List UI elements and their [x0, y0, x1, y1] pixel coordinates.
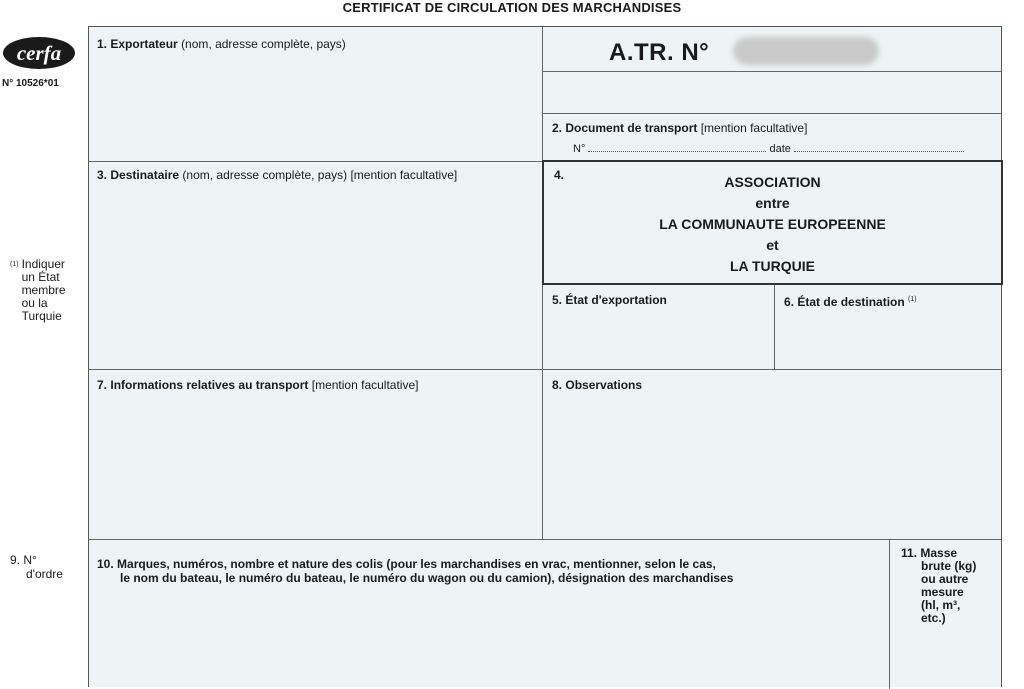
document-title: CERTIFICAT DE CIRCULATION DES MARCHANDISES [342, 0, 682, 15]
side-note-marker: (1) [10, 261, 19, 268]
form-grid [88, 26, 1002, 687]
box11-label: 11. Masse brute (kg) ou autre mesure (hl, m³, etc.) [901, 546, 977, 625]
box10-label: 10. Marques, numéros, nombre et nature des colis (pour les marchandises en vrac, mentionner, selon le cas, le nom du bateau, le numéro du bateau, le numéro du wagon ou du camion), désignation des marchandises [97, 557, 734, 585]
box7-label: 7. Informations relatives au transport [mention facultative] [97, 378, 419, 392]
side-note-line: un État [21, 270, 60, 284]
box3-label: 3. Destinataire (nom, adresse complète, pays) [mention facultative] [97, 168, 458, 182]
transport-doc-no-label: N° [573, 143, 586, 155]
box9-label: 9. N° d'ordre [10, 553, 63, 581]
association-line: LA TURQUIE [729, 258, 816, 274]
cerfa-logo [2, 36, 78, 70]
association-line: entre [755, 195, 790, 211]
box5-label: 5. État d'exportation [552, 293, 667, 307]
transport-doc-no-field[interactable] [588, 141, 766, 152]
side-note-line: membre [21, 283, 66, 297]
transport-doc-date-field[interactable] [794, 141, 964, 152]
side-note-line: ou la [21, 296, 48, 310]
association-line: et [766, 237, 779, 253]
association-line: ASSOCIATION [724, 174, 821, 190]
box4-association: 4. ASSOCIATION entre LA COMMUNAUTE EUROPEENNE et LA TURQUIE [542, 160, 1003, 285]
association-line: LA COMMUNAUTE EUROPEENNE [659, 216, 886, 232]
transport-doc-date-label: date [769, 143, 791, 155]
box6-label: 6. État de destination $^{(1)}$ [784, 295, 917, 309]
box2-fields [573, 141, 964, 156]
side-note [10, 258, 66, 323]
box1-label: 1. Exportateur (nom, adresse complète, pays) [97, 37, 346, 51]
atr-number-redacted [733, 37, 879, 65]
side-note-line: Turquie [21, 309, 62, 323]
atr-label: A.TR. N° [609, 39, 710, 66]
box2-label: 2. Document de transport [mention facultative] [552, 121, 808, 135]
box8-label: 8. Observations [552, 378, 643, 392]
cerfa-logo-text: cerfa [16, 41, 62, 65]
cerfa-number: N° 10526*01 [2, 78, 59, 89]
side-note-line: Indiquer [21, 257, 65, 271]
box9-num: 9. [10, 553, 21, 567]
